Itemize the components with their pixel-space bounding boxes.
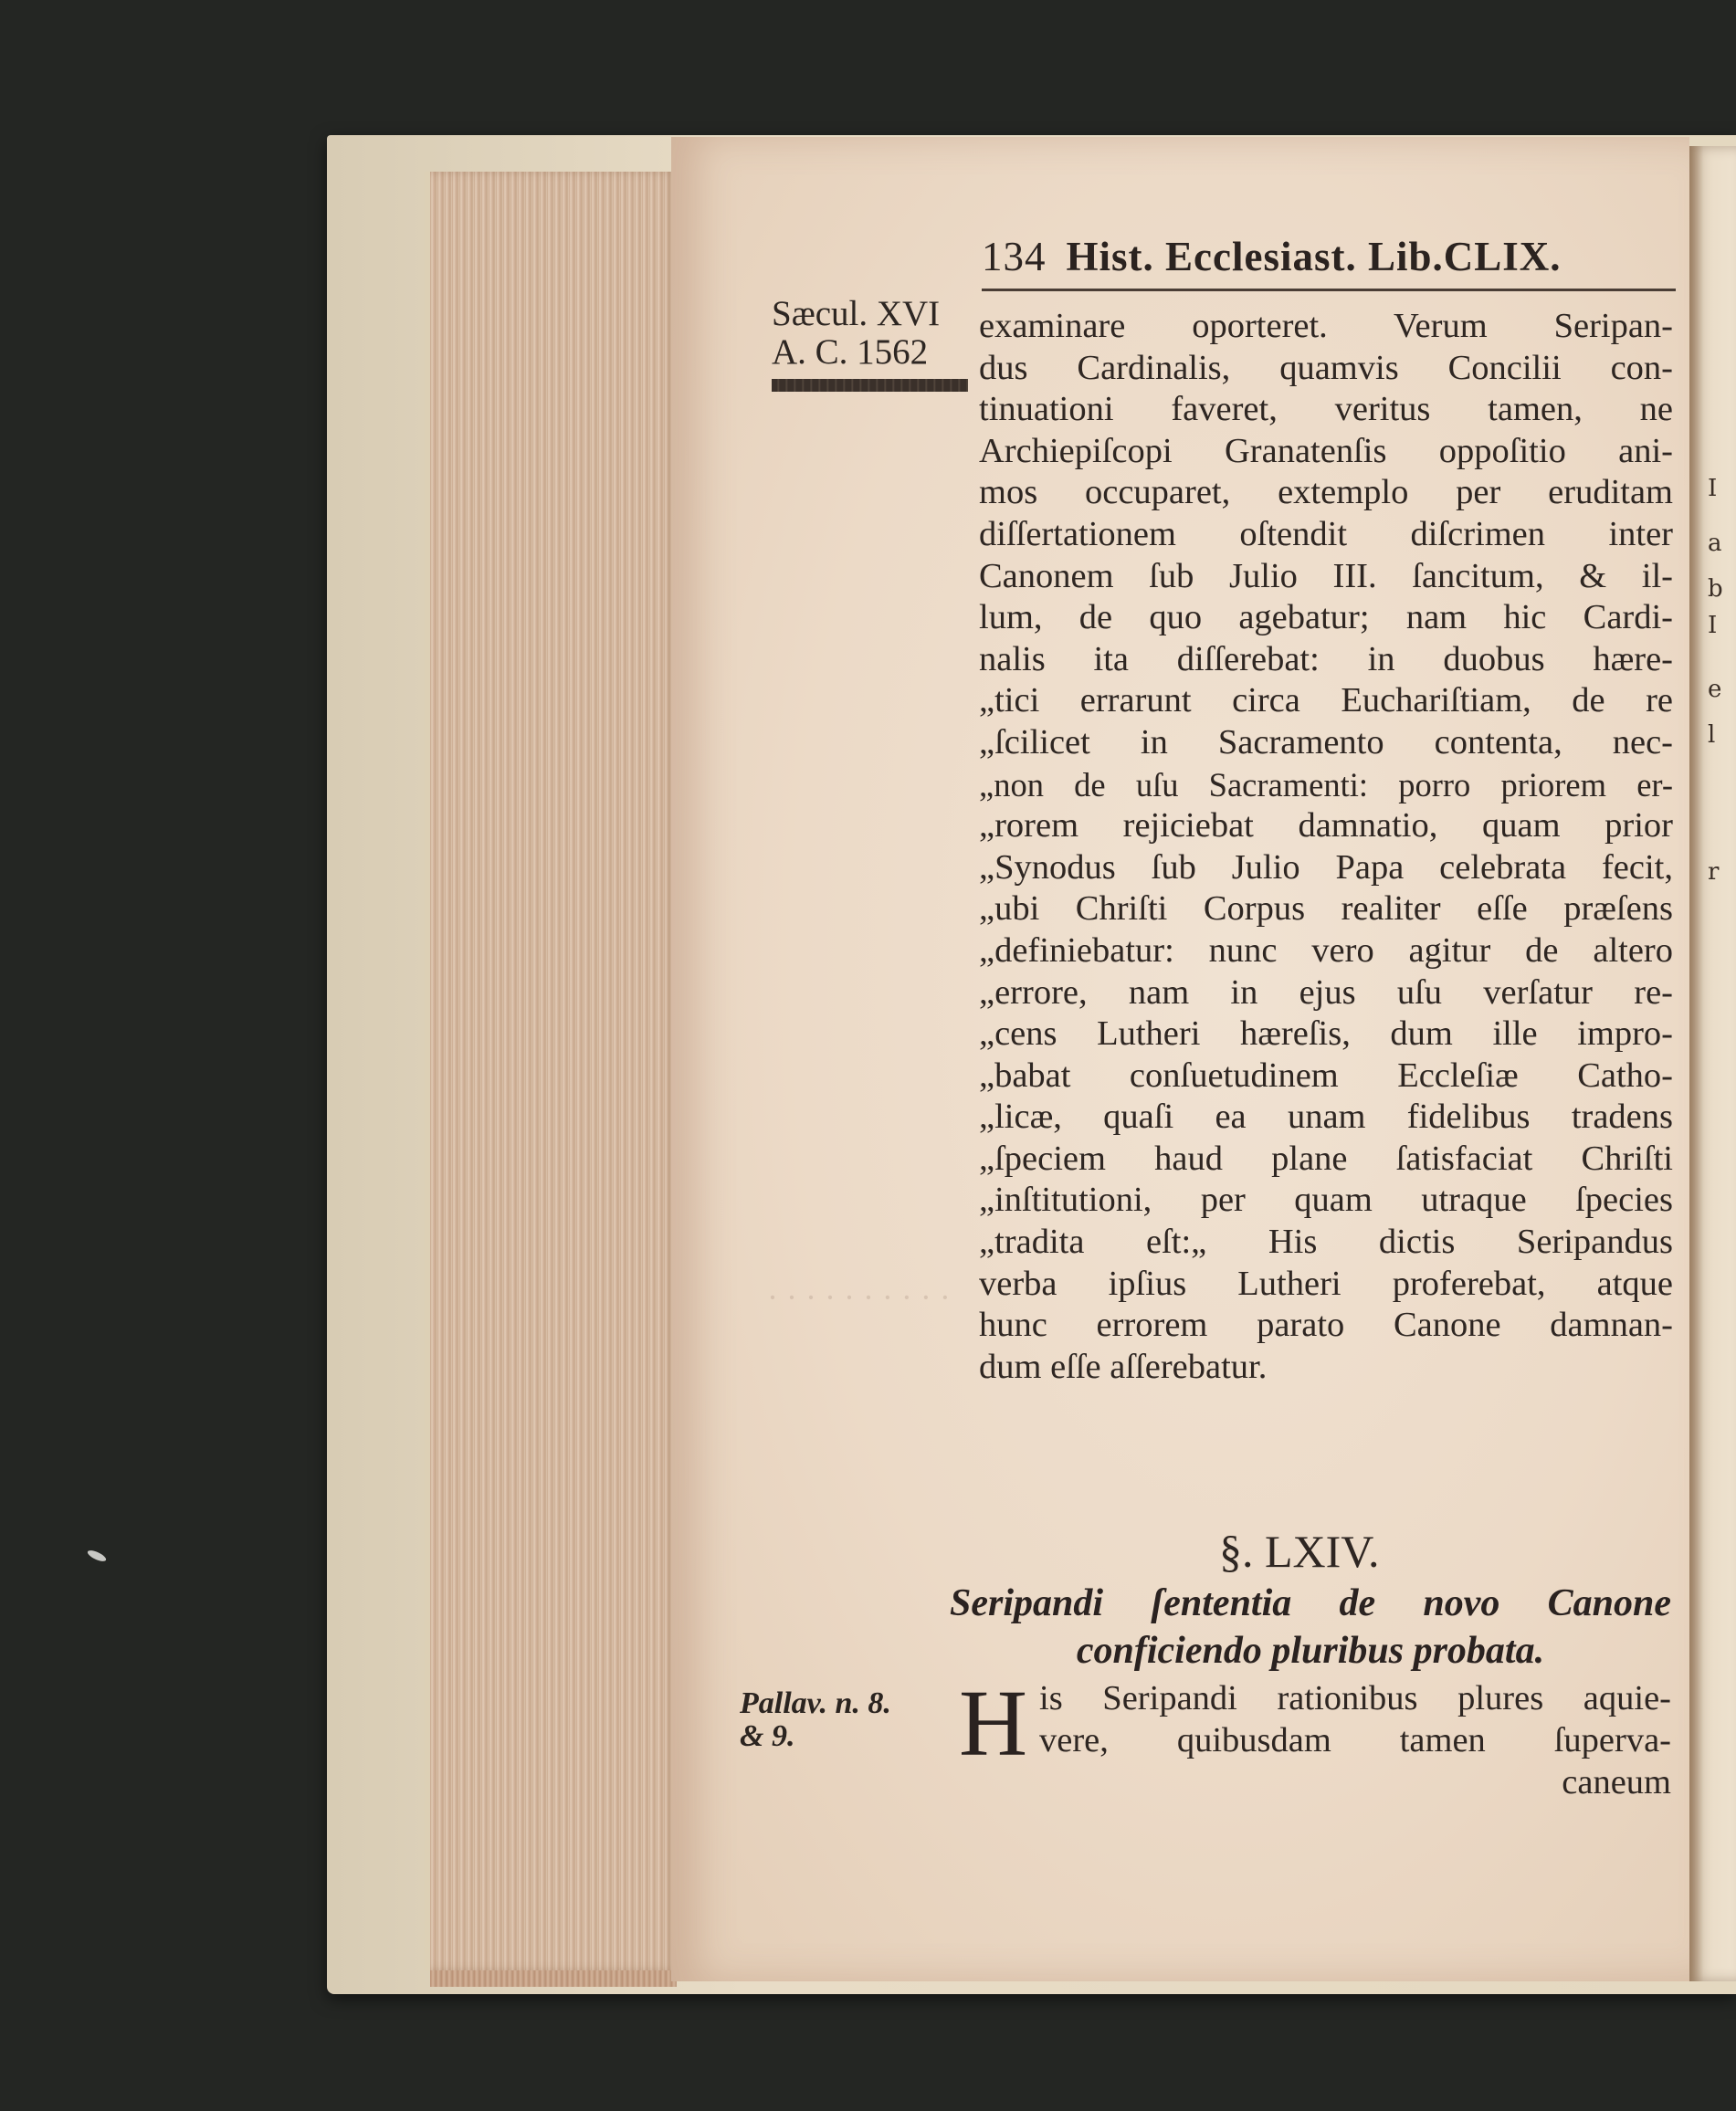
text-line: „licæ, quaſi ea unam fidelibus tradens xyxy=(979,1098,1673,1137)
text-line: nalis ita diſſerebat: in duobus hære- xyxy=(979,639,1673,678)
side-citation-line: Pallav. n. 8. xyxy=(740,1686,891,1720)
body-text xyxy=(979,306,1673,1388)
drop-capital: H xyxy=(959,1671,1028,1776)
text-line: „rorem rejiciebat damnatio, quam prior xyxy=(979,806,1673,845)
page-edge-block xyxy=(425,172,677,1970)
facing-page-edge xyxy=(1689,146,1736,1981)
text-line: mos occuparet, extemplo per eruditam xyxy=(979,473,1673,512)
running-head xyxy=(982,233,1657,288)
facing-page-glyph: l xyxy=(1708,721,1716,749)
text-line: „non de uſu Sacramenti: porro priorem er- xyxy=(979,765,1673,803)
section-title-line: conficiendo pluribus probata. xyxy=(1076,1630,1545,1672)
facing-page-glyph: b xyxy=(1708,575,1723,603)
show-through-text: · · · · · · · · · · xyxy=(767,1279,951,1316)
text-line: „Synodus ſub Julio Papa celebrata fecit, xyxy=(979,847,1673,887)
section-title-line: Seripandi ſententia de novo Canone xyxy=(950,1582,1671,1624)
facing-page-glyph: I xyxy=(1708,475,1718,502)
text-line: „babat conſuetudinem Eccleſiæ Catho- xyxy=(979,1056,1673,1095)
text-line: „tici errarunt circa Euchariſtiam, de re xyxy=(979,681,1673,720)
text-line: is Seripandi rationibus plures aquie- xyxy=(1039,1679,1671,1717)
stray-mark xyxy=(86,1549,107,1564)
facing-page-glyph: e xyxy=(1708,676,1722,703)
text-line: vere, quibusdam tamen ſuperva- xyxy=(1039,1720,1671,1759)
text-line: „cens Lutheri hæreſis, dum ille impro- xyxy=(979,1014,1673,1054)
page-number: 134 xyxy=(982,234,1047,279)
text-line: „errore, nam in ejus uſu verſatur re- xyxy=(979,972,1673,1012)
catchword: caneum xyxy=(1562,1763,1671,1801)
side-citation xyxy=(740,1687,941,1753)
text-line: Canonem ſub Julio III. ſancitum, & il- xyxy=(979,556,1673,595)
paragraph-2 xyxy=(1039,1678,1671,1761)
margin-note-century: Sæcul. XVI xyxy=(772,294,941,333)
text-line: dum eſſe aſſerebatur. xyxy=(979,1347,1268,1386)
margin-note xyxy=(772,295,968,392)
running-title: Hist. Ecclesiast. Lib.CLIX. xyxy=(1066,234,1562,279)
text-line: dus Cardinalis, quamvis Concilii con- xyxy=(979,348,1673,387)
text-line: diſſertationem oſtendit diſcrimen inter xyxy=(979,514,1673,553)
text-line: „ſpeciem haud plane ſatisfaciat Chriſti xyxy=(979,1139,1673,1178)
text-line: „tradita eſt:„ His dictis Seripandus xyxy=(979,1223,1673,1262)
text-line: „ſcilicet in Sacramento contenta, nec- xyxy=(979,722,1673,761)
margin-note-bar xyxy=(772,379,968,392)
section-title xyxy=(950,1580,1671,1675)
header-rule xyxy=(982,289,1676,291)
text-line: hunc errorem parato Canone damnan- xyxy=(979,1306,1673,1345)
facing-page-glyph: a xyxy=(1708,530,1722,557)
section-number: §. LXIV. xyxy=(1219,1526,1380,1577)
text-line: „definiebatur: nunc vero agitur de altero xyxy=(979,930,1673,970)
text-line: lum, de quo agebatur; nam hic Cardi- xyxy=(979,598,1673,637)
side-citation-line: & 9. xyxy=(740,1719,795,1753)
text-line: tinuationi faveret, veritus tamen, ne xyxy=(979,390,1673,429)
text-line: „inſtitutioni, per quam utraque ſpecies xyxy=(979,1181,1673,1220)
text-line: Archiepiſcopi Granatenſis oppoſitio ani- xyxy=(979,431,1673,470)
margin-note-year: A. C. 1562 xyxy=(772,332,929,372)
text-line: examinare oporteret. Verum Seripan- xyxy=(979,307,1673,345)
text-line: verba ipſius Lutheri proferebat, atque xyxy=(979,1264,1673,1303)
facing-page-glyph: I xyxy=(1708,612,1718,639)
text-line: „ubi Chriſti Corpus realiter eſſe præſens xyxy=(979,889,1673,929)
facing-page-glyph: r xyxy=(1708,858,1720,886)
